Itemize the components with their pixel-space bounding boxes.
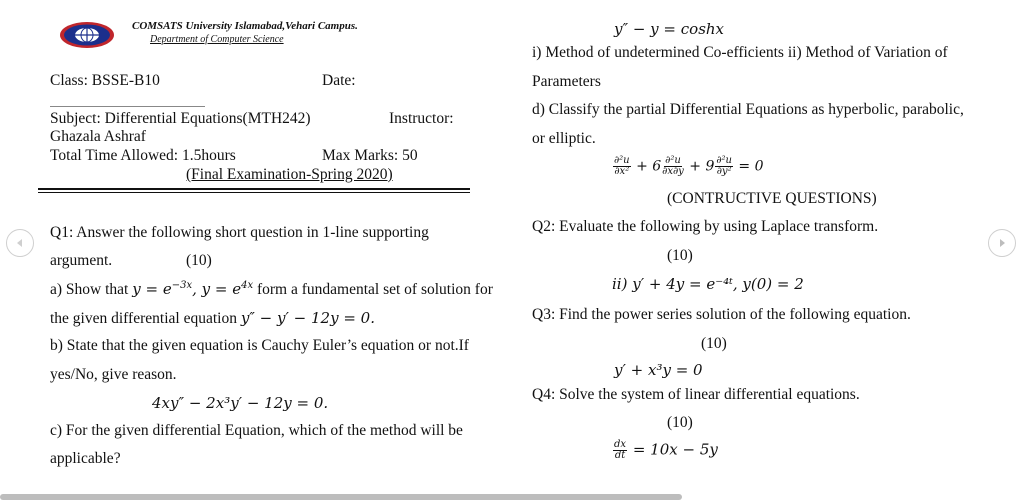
q1-text: Q1: Answer the following short question in 1-line supporting <box>50 224 429 241</box>
subject-label: Subject: Differential Equations(MTH242) <box>50 110 311 127</box>
chevron-right-icon <box>996 237 1008 249</box>
header-rule <box>38 188 470 190</box>
question-c-line2: applicable? <box>50 450 121 467</box>
question-a-math: $y = e^{-3x}$, $y = e^{4x}$ <box>132 280 254 298</box>
q3-text: Q3: Find the power series solution of the following equation. <box>532 306 911 323</box>
equation-coshx: y″ − y = coshx <box>614 20 725 38</box>
question-a-equation: y″ − y′ − 12y = 0. <box>240 309 375 327</box>
q1-marks: (10) <box>186 252 212 269</box>
exam-title: (Final Examination-Spring 2020) <box>186 166 393 183</box>
horizontal-scrollbar[interactable] <box>0 490 1024 504</box>
q3-marks: (10) <box>701 335 727 352</box>
question-a-line1 <box>50 280 493 299</box>
q4-equation-rhs: = 10x − 5y <box>632 440 718 459</box>
q4-equation: $\frac{dx}{dt}$ = 10x − 5y <box>614 439 718 461</box>
instructor-label: Instructor: <box>389 110 454 127</box>
university-logo-icon <box>58 20 116 50</box>
q1-text-cont: argument. <box>50 252 113 269</box>
q4-text: Q4: Solve the system of linear differential equations. <box>532 386 860 403</box>
q2-equation: ii) y′ + 4y = e⁻⁴ᵗ, y(0) = 2 <box>612 275 804 293</box>
department-name: Department of Computer Science <box>150 34 284 45</box>
scrollbar-thumb[interactable] <box>0 494 682 500</box>
question-b-equation: 4xy″ − 2x³y′ − 12y = 0. <box>152 394 329 412</box>
prev-page-button[interactable] <box>6 229 34 257</box>
question-b-line1: b) State that the given equation is Cauchy Euler’s equation or not.If <box>50 337 469 354</box>
pde-equation: $\frac{\text{∂²u}}{\text{∂x²}}$ + 6 $\frac{\text{∂²u}}{\partial x\partial y}$ + 9 $\frac{\text{∂²u}}{\text{∂y²}}$ = 0 <box>614 155 764 177</box>
methods-line2: Parameters <box>532 73 601 90</box>
q2-marks: (10) <box>667 247 693 264</box>
next-page-button[interactable] <box>988 229 1016 257</box>
q4-marks: (10) <box>667 414 693 431</box>
max-marks: Max Marks: 50 <box>322 147 418 164</box>
question-a-line2 <box>50 309 375 328</box>
q2-text: Q2: Evaluate the following by using Laplace transform. <box>532 218 879 235</box>
university-name: COMSATS University Islamabad,Vehari Campus. <box>132 20 358 32</box>
question-a-text-post: form a fundamental set of solution for <box>253 281 493 298</box>
time-allowed: Total Time Allowed: 1.5hours <box>50 147 236 164</box>
constructive-heading: (CONTRUCTIVE QUESTIONS) <box>667 190 877 207</box>
class-label: Class: BSSE-B10 <box>50 72 160 89</box>
question-d-line2: or elliptic. <box>532 130 596 147</box>
q3-equation: y′ + x³y = 0 <box>614 361 703 379</box>
question-a-text: a) Show that <box>50 281 133 298</box>
instructor-name: Ghazala Ashraf <box>50 128 146 145</box>
methods-line1: i) Method of undetermined Co-efficients ii) Method of Variation of <box>532 44 948 61</box>
divider <box>50 106 205 107</box>
chevron-left-icon <box>14 237 26 249</box>
question-c-line1: c) For the given differential Equation, which of the method will be <box>50 422 463 439</box>
question-d-line1: d) Classify the partial Differential Equations as hyperbolic, parabolic, <box>532 101 964 118</box>
question-b-line2: yes/No, give reason. <box>50 366 177 383</box>
header-rule-thin <box>38 192 470 193</box>
date-label: Date: <box>322 72 356 89</box>
question-a-text2: the given differential equation <box>50 310 241 327</box>
